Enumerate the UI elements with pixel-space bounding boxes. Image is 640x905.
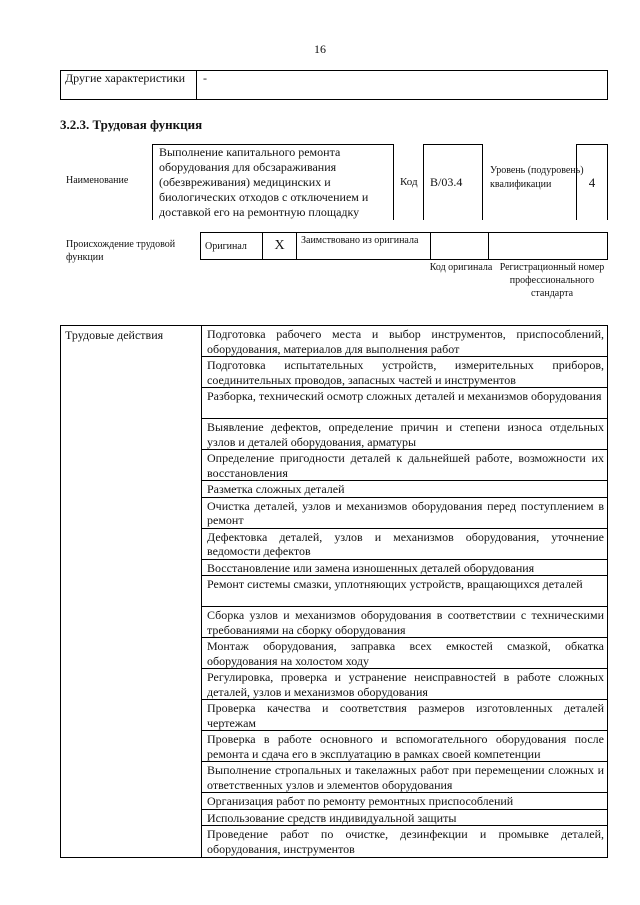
labor-actions-list	[201, 326, 607, 857]
origin-code-label: Код оригинала	[429, 262, 493, 273]
origin-table	[200, 232, 608, 260]
other-characteristics-label: Другие характеристики	[61, 71, 197, 99]
list-item: Монтаж оборудования, заправка всех емкостей смазкой, обкатка оборудования на холостом ходу	[202, 638, 607, 669]
name-label: Наименование	[66, 175, 129, 186]
qualification-level-value: 4	[576, 144, 608, 220]
list-item: Проверка в работе основного и вспомогательного оборудования после ремонта и сдача его в эксплуатацию в рамках своей компетенции	[202, 731, 607, 762]
code-value: B/03.4	[423, 144, 483, 220]
name-value: Выполнение капитального ремонта оборудования для обсзараживания (обезвреживания) медицинских и биологических отходов с отключением и доставкой его на ремонтную площадку	[152, 144, 394, 220]
list-item: Подготовка испытательных устройств, измерительных приборов, соединительных проводов, запасных частей и инструментов	[202, 357, 607, 388]
registration-number-label: Регистрационный номер профессионального стандарта	[499, 262, 605, 299]
list-item: Выявление дефектов, определение причин и степени износа отдельных узлов и деталей оборудования, арматуры	[202, 419, 607, 450]
list-item: Очистка деталей, узлов и механизмов оборудования перед поступлением в ремонт	[202, 498, 607, 529]
list-item: Сборка узлов и механизмов оборудования в соответствии с техническими требованиями на сборку оборудования	[202, 607, 607, 638]
list-item: Подготовка рабочего места и выбор инструментов, приспособлений, оборудования, материалов для выполнения работ	[202, 326, 607, 357]
list-item: Использование средств индивидуальной защиты	[202, 810, 607, 827]
list-item: Выполнение стропальных и такелажных работ при перемещении сложных и ответственных узлов и элементов оборудования	[202, 762, 607, 793]
list-item: Проведение работ по очистке, дезинфекции и промывке деталей, оборудования, инструментов	[207, 827, 604, 856]
list-item: Проверка качества и соответствия размеров изготовленных деталей чертежам	[202, 700, 607, 731]
borrowed-label: Заимствовано из оригинала	[297, 233, 431, 259]
labor-actions-table	[60, 325, 608, 858]
list-item: Организация работ по ремонту ремонтных приспособлений	[202, 793, 607, 810]
other-characteristics-value: -	[203, 71, 207, 85]
qualification-level-label: Уровень (подуровень) квалификации	[490, 165, 584, 190]
page-number: 16	[314, 42, 326, 56]
list-item: Разборка, технический осмотр сложных деталей и механизмов оборудования	[202, 388, 607, 419]
origin-label: Происхождение трудовой функции	[66, 239, 176, 263]
list-item: Регулировка, проверка и устранение неисправностей в работе сложных деталей, узлов и механизмов оборудования	[202, 669, 607, 700]
original-mark: X	[263, 233, 297, 259]
origin-code-cell	[431, 233, 489, 259]
code-label: Код	[400, 176, 418, 188]
list-item: Дефектовка деталей, узлов и механизмов оборудования, уточнение ведомости дефектов	[202, 529, 607, 560]
list-item: Определение пригодности деталей к дальнейшей работе, возможности их восстановления	[202, 450, 607, 481]
original-label: Оригинал	[201, 233, 263, 259]
labor-actions-label: Трудовые действия	[65, 328, 164, 342]
list-item: Ремонт системы смазки, уплотняющих устройств, вращающихся деталей	[202, 576, 607, 607]
section-heading: 3.2.3. Трудовая функция	[60, 117, 203, 132]
list-item: Разметка сложных деталей	[202, 481, 607, 498]
list-item: Восстановление или замена изношенных деталей оборудования	[202, 560, 607, 577]
other-characteristics-table	[60, 70, 608, 100]
